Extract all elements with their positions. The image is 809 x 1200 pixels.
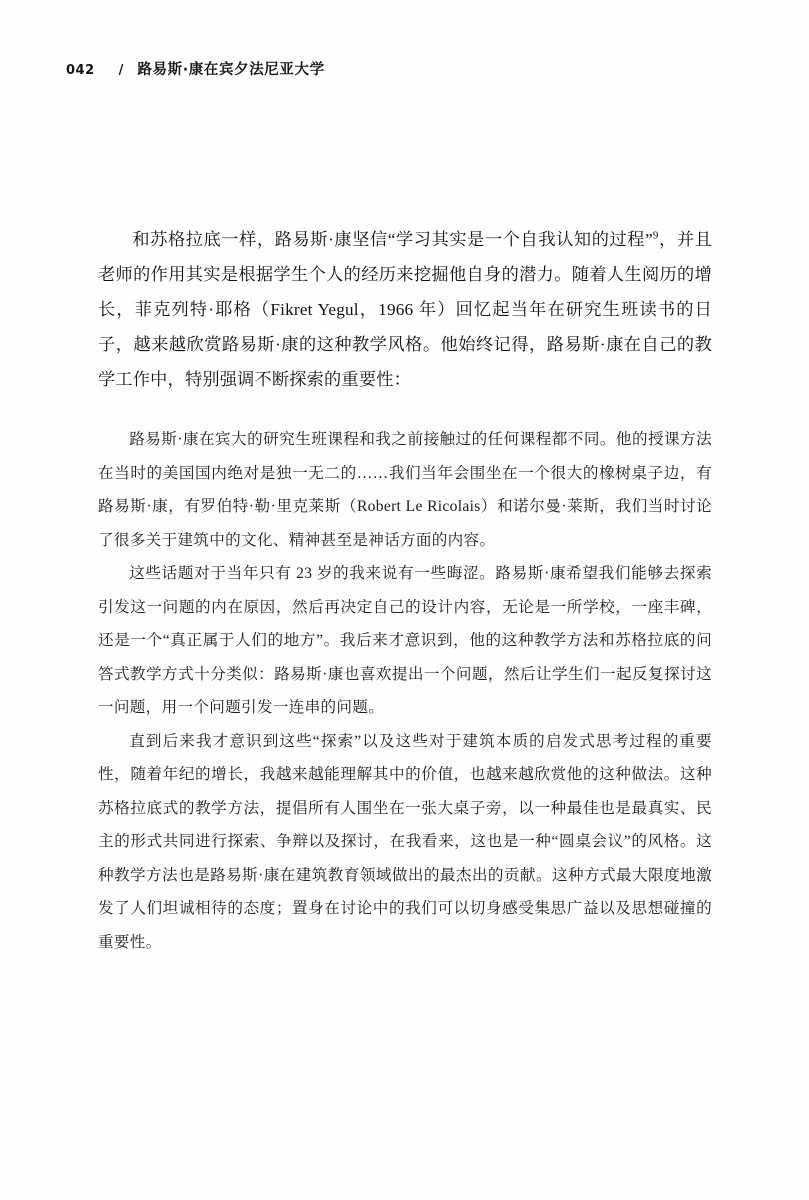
- main-paragraph: [98, 222, 712, 397]
- main-paragraph-text: 和苏格拉底一样，路易斯·康坚信“学习其实是一个自我认知的过程”: [132, 230, 653, 249]
- running-head-title: 路易斯·康在宾夕法尼亚大学: [137, 62, 325, 78]
- quote-paragraph-2: 这些话题对于当年只有 23 岁的我来说有一些晦涩。路易斯·康希望我们能够去探索引发这一问题的内在原因，然后再决定自己的设计内容，无论是一所学校，一座丰碑，还是一个“真正属于人们的地方”。我后来才意识到，他的这种教学方法和苏格拉底的问答式教学方式十分类似：路易斯·康也喜欢提出一个问题，然后让学生们一起反复探讨这一问题，用一个问题引发一连串的问题。: [98, 565, 712, 716]
- body-text: [98, 222, 712, 959]
- quote-paragraph-3: 直到后来我才意识到这些“探索”以及这些对于建筑本质的启发式思考过程的重要性，随着年纪的增长，我越来越能理解其中的价值，也越来越欣赏他的这种做法。这种苏格拉底式的教学方法，提倡所有人围坐在一张大桌子旁，以一种最佳也是最真实、民主的形式共同进行探索、争辩以及探讨，在我看来，这也是一种“圆桌会议”的风格。这种教学方法也是路易斯·康在建筑教育领域做出的最杰出的贡献。这种方式最大限度地激发了人们坦诚相待的态度；置身在讨论中的我们可以切身感受集思广益以及思想碰撞的重要性。: [98, 732, 712, 951]
- running-head: [66, 58, 743, 79]
- quote-paragraph-1: 路易斯·康在宾大的研究生班课程和我之前接触过的任何课程都不同。他的授课方法在当时的美国国内绝对是独一无二的……我们当年会围坐在一个很大的橡树桌子边，有路易斯·康，有罗伯特·勒·里克莱斯（Robert Le Ricolais）和诺尔曼·莱斯，我们当时讨论了很多关于建筑中的文化、精神甚至是神话方面的内容。: [98, 431, 712, 549]
- running-head-separator: /: [118, 63, 124, 78]
- main-paragraph-text-rest: ，并且老师的作用其实是根据学生个人的经历来挖掘他自身的潜力。随着人生阅历的增长，菲克列特·耶格（Fikret Yegul，1966 年）回忆起当年在研究生班读书的日子，越来越欣赏路易斯·康的这种教学风格。他始终记得，路易斯·康在自己的教学工作中，特别强调不断探索的重要性：: [98, 230, 712, 389]
- block-quote: [98, 423, 712, 959]
- footnote-marker: 9: [652, 229, 659, 242]
- page-number: 042: [66, 63, 95, 78]
